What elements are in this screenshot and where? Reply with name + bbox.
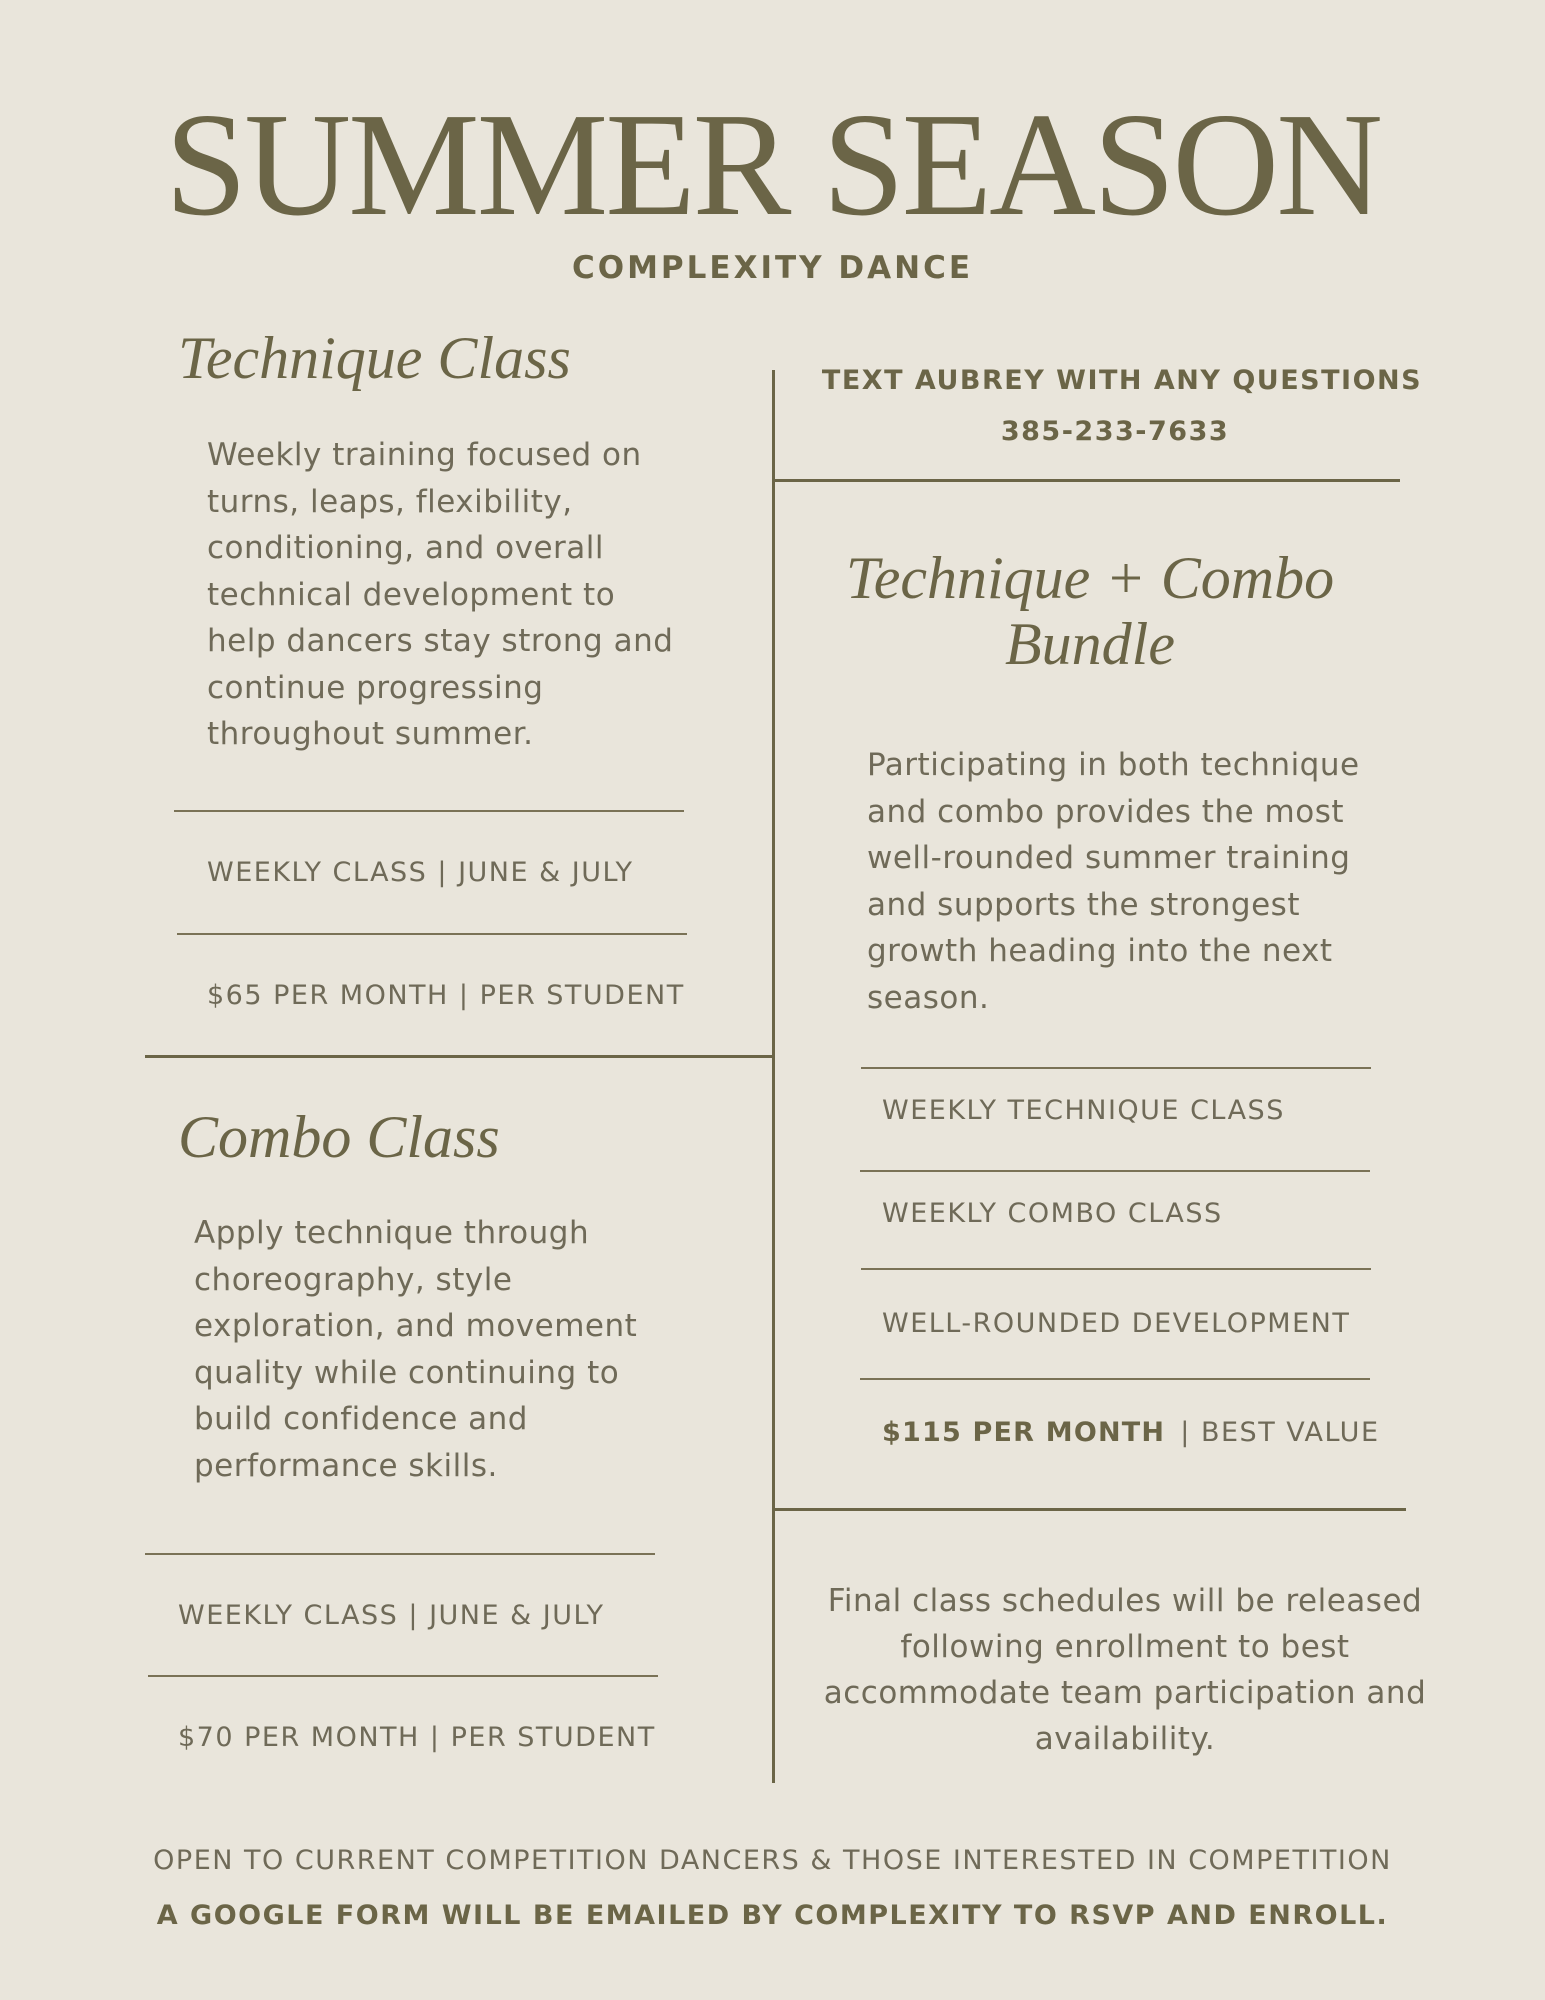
combo-divider-2 <box>148 1675 658 1677</box>
combo-class-schedule: WEEKLY CLASS | JUNE & JULY <box>178 1600 605 1631</box>
bundle-heading-line1: Technique + Combo <box>845 545 1335 611</box>
bundle-item-2: WEEKLY COMBO CLASS <box>882 1198 1223 1229</box>
page-subtitle: COMPLEXITY DANCE <box>571 250 974 286</box>
technique-class-heading: Technique Class <box>178 325 571 391</box>
combo-class-description: Apply technique through choreography, style exploration, and movement quality while continuing to build confidence and performance skills. <box>194 1215 638 1484</box>
right-section-divider <box>774 1508 1406 1511</box>
footer-enrollment: A GOOGLE FORM WILL BE EMAILED BY COMPLEXITY TO RSVP AND ENROLL. <box>156 1900 1389 1931</box>
page-title: SUMMER SEASON <box>164 83 1381 247</box>
left-section-divider <box>145 1055 774 1058</box>
technique-class-price: $65 PER MONTH | PER STUDENT <box>207 980 685 1011</box>
bundle-price-amount: $115 PER MONTH <box>882 1417 1166 1448</box>
footer-eligibility: OPEN TO CURRENT COMPETITION DANCERS & THOSE INTERESTED IN COMPETITION <box>153 1845 1392 1876</box>
technique-divider-1 <box>174 810 684 812</box>
combo-class-price: $70 PER MONTH | PER STUDENT <box>178 1722 656 1753</box>
technique-class-schedule: WEEKLY CLASS | JUNE & JULY <box>207 857 634 888</box>
bundle-divider-2 <box>860 1170 1370 1172</box>
bundle-divider-3 <box>861 1268 1371 1270</box>
contact-phone: 385-233-7633 <box>1000 416 1230 447</box>
bundle-description: Participating in both technique and combo provides the most well-rounded summer training and supports the strongest growth heading into the next season. <box>867 747 1360 1016</box>
technique-class-description: Weekly training focused on turns, leaps, flexibility, conditioning, and overall technical development to help dancers stay strong and continue progressing throughout summer. <box>207 437 674 752</box>
bundle-divider-1 <box>861 1067 1371 1069</box>
bundle-divider-4 <box>860 1378 1370 1380</box>
contact-text: TEXT AUBREY WITH ANY QUESTIONS <box>821 365 1423 396</box>
bundle-price-note: | BEST VALUE <box>1180 1417 1380 1448</box>
bundle-price <box>882 1417 1380 1448</box>
contact-divider <box>774 479 1400 482</box>
combo-divider-1 <box>145 1553 655 1555</box>
bundle-item-1: WEEKLY TECHNIQUE CLASS <box>882 1095 1285 1126</box>
technique-divider-2 <box>177 933 687 935</box>
schedule-note: Final class schedules will be released following enrollment to best accommodate team participation and availability. <box>823 1583 1427 1757</box>
bundle-heading-line2: Bundle <box>1005 611 1175 677</box>
combo-class-heading: Combo Class <box>178 1104 500 1170</box>
bundle-item-3: WELL-ROUNDED DEVELOPMENT <box>882 1308 1351 1339</box>
